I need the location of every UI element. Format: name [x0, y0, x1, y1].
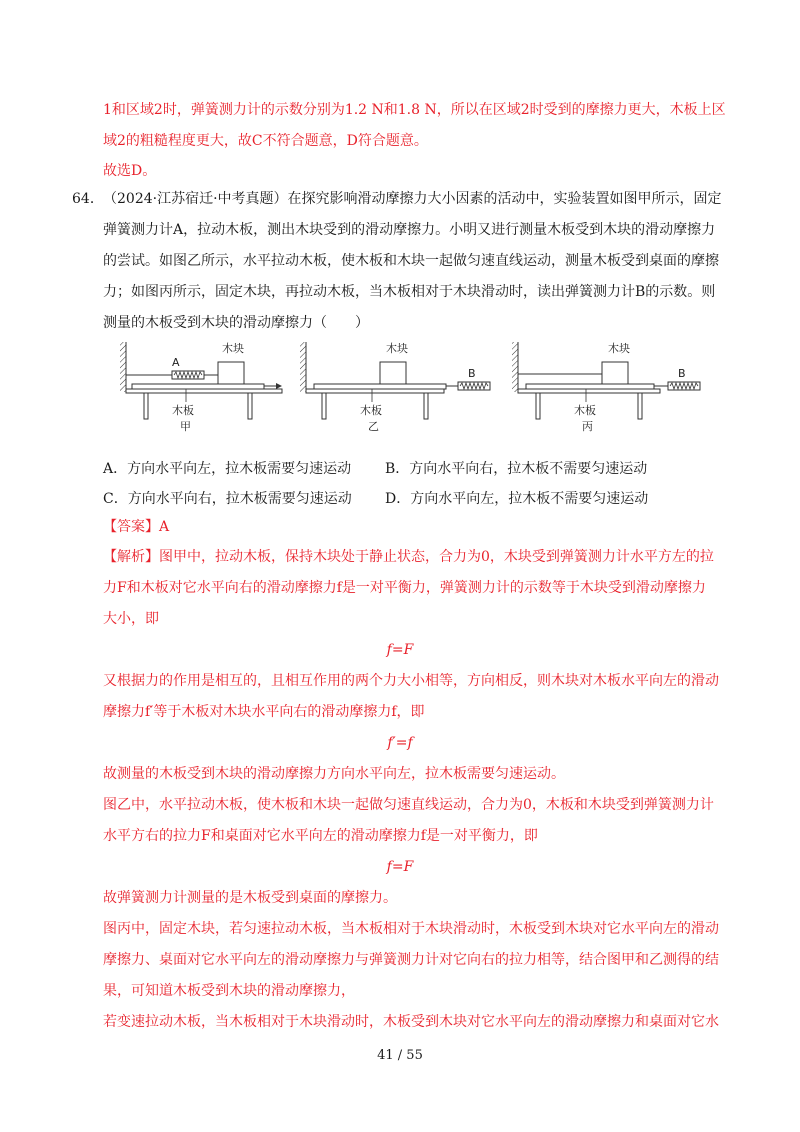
analysis-line-12: 果，可知道木板受到木块的滑动摩擦力， — [103, 983, 355, 999]
equation-2: f′=f — [387, 735, 413, 751]
table-top — [126, 389, 282, 393]
wall — [120, 342, 126, 392]
analysis-line-3: 大小，即 — [103, 611, 159, 627]
analysis-line-8: 水平方右的拉力F和桌面对它水平向左的滑动摩擦力f是一对平衡力，即 — [103, 828, 538, 844]
option-d: D．方向水平向左，拉木板不需要匀速运动 — [385, 491, 649, 507]
board-label: 木板 — [574, 404, 596, 417]
analysis-line-6: 故测量的木板受到木块的滑动摩擦力方向水平向左，拉木板需要匀速运动。 — [103, 766, 565, 782]
wood-block — [602, 362, 628, 384]
figure-caption-jia: 甲 — [180, 420, 191, 433]
board-label: 木板 — [172, 404, 194, 417]
figure-yi — [300, 341, 490, 433]
answer-tag: 【答案】A — [103, 519, 170, 535]
wood-board — [526, 384, 654, 389]
question-line-5: 测量的木板受到木块的滑动摩擦力（ ） — [103, 315, 369, 331]
wall — [512, 342, 518, 392]
option-b: B．方向水平向右，拉木板不需要匀速运动 — [385, 461, 648, 477]
figure-caption-bing: 丙 — [582, 420, 593, 433]
spring-label-b: B — [468, 367, 476, 380]
figure-jia — [120, 341, 282, 433]
experiment-figures — [110, 338, 730, 438]
board-label: 木板 — [360, 404, 382, 417]
block-label: 木块 — [608, 342, 630, 355]
table-top — [518, 389, 660, 393]
spring-label-a: A — [172, 356, 180, 369]
block-label: 木块 — [222, 342, 244, 355]
question-line-1: （2024·江苏宿迁·中考真题）在探究影响滑动摩擦力大小因素的活动中，实验装置如图甲所示，固定 — [103, 191, 722, 207]
option-c: C．方向水平向右，拉木板需要匀速运动 — [103, 491, 352, 507]
page-number: 41 / 55 — [377, 1048, 423, 1063]
analysis-line-7: 图乙中，水平拉动木板，使木板和木块一起做匀速直线运动，合力为0，木板和木块受到弹簧测力计 — [103, 797, 714, 813]
question-line-4: 力；如图丙所示，固定木块，再拉动木板，当木板相对于木块滑动时，读出弹簧测力计B的示数。则 — [103, 284, 716, 300]
prev-answer-line-1: 1和区域2时，弹簧测力计的示数分别为1.2 N和1.8 N，所以在区域2时受到的摩擦力更大，木板上区 — [103, 102, 726, 118]
wood-block — [380, 362, 406, 384]
wood-block — [218, 362, 244, 384]
wood-board — [132, 384, 264, 389]
question-line-2: 弹簧测力计A，拉动木板，测出木块受到的滑动摩擦力。小明又进行测量木板受到木块的滑动摩擦力 — [103, 222, 716, 238]
wall — [300, 342, 306, 392]
analysis-line-11: 摩擦力、桌面对它水平向左的滑动摩擦力与弹簧测力计对它向右的拉力相等，结合图甲和乙测得的结 — [103, 952, 719, 968]
question-number: 64． — [72, 191, 104, 207]
analysis-line-2: 力F和木板对它水平向右的滑动摩擦力f是一对平衡力，弹簧测力计的示数等于木块受到滑动摩擦力 — [103, 580, 706, 596]
prev-answer-line-2: 域2的粗糙程度更大，故C不符合题意，D符合题意。 — [103, 133, 428, 149]
block-label: 木块 — [386, 342, 408, 355]
spring-label-b: B — [678, 367, 686, 380]
analysis-line-1 — [103, 547, 714, 567]
analysis-line-10: 图丙中，固定木块，若匀速拉动木板，当木板相对于木块滑动时，木板受到木块对它水平向左的滑动 — [103, 921, 719, 937]
wood-board — [314, 384, 446, 389]
prev-answer-conclusion: 故选D。 — [103, 163, 157, 179]
analysis-text-1: 图甲中，拉动木板，保持木块处于静止状态，合力为0，木块受到弹簧测力计水平方左的拉 — [159, 549, 714, 565]
analysis-line-5: 摩擦力f′等于木板对木块水平向右的滑动摩擦力f，即 — [103, 704, 425, 720]
question-line-3: 的尝试。如图乙所示，水平拉动木板，使木板和木块一起做匀速直线运动，测量木板受到桌面的摩擦 — [103, 253, 719, 269]
figure-bing — [512, 341, 700, 433]
analysis-line-4: 又根据力的作用是相互的，且相互作用的两个力大小相等，方向相反，则木块对木板水平向左的滑动 — [103, 673, 719, 689]
analysis-line-13: 若变速拉动木板，当木板相对于木块滑动时，木板受到木块对它水平向左的滑动摩擦力和桌面对它水 — [103, 1014, 719, 1030]
option-a: A．方向水平向左，拉木板需要匀速运动 — [103, 461, 352, 477]
table-top — [306, 389, 444, 393]
analysis-line-9: 故弹簧测力计测量的是木板受到桌面的摩擦力。 — [103, 890, 397, 906]
figure-caption-yi: 乙 — [368, 420, 379, 433]
equation-3: f=F — [386, 859, 414, 875]
equation-1: f=F — [386, 642, 414, 658]
analysis-tag: 【解析】 — [103, 549, 159, 565]
